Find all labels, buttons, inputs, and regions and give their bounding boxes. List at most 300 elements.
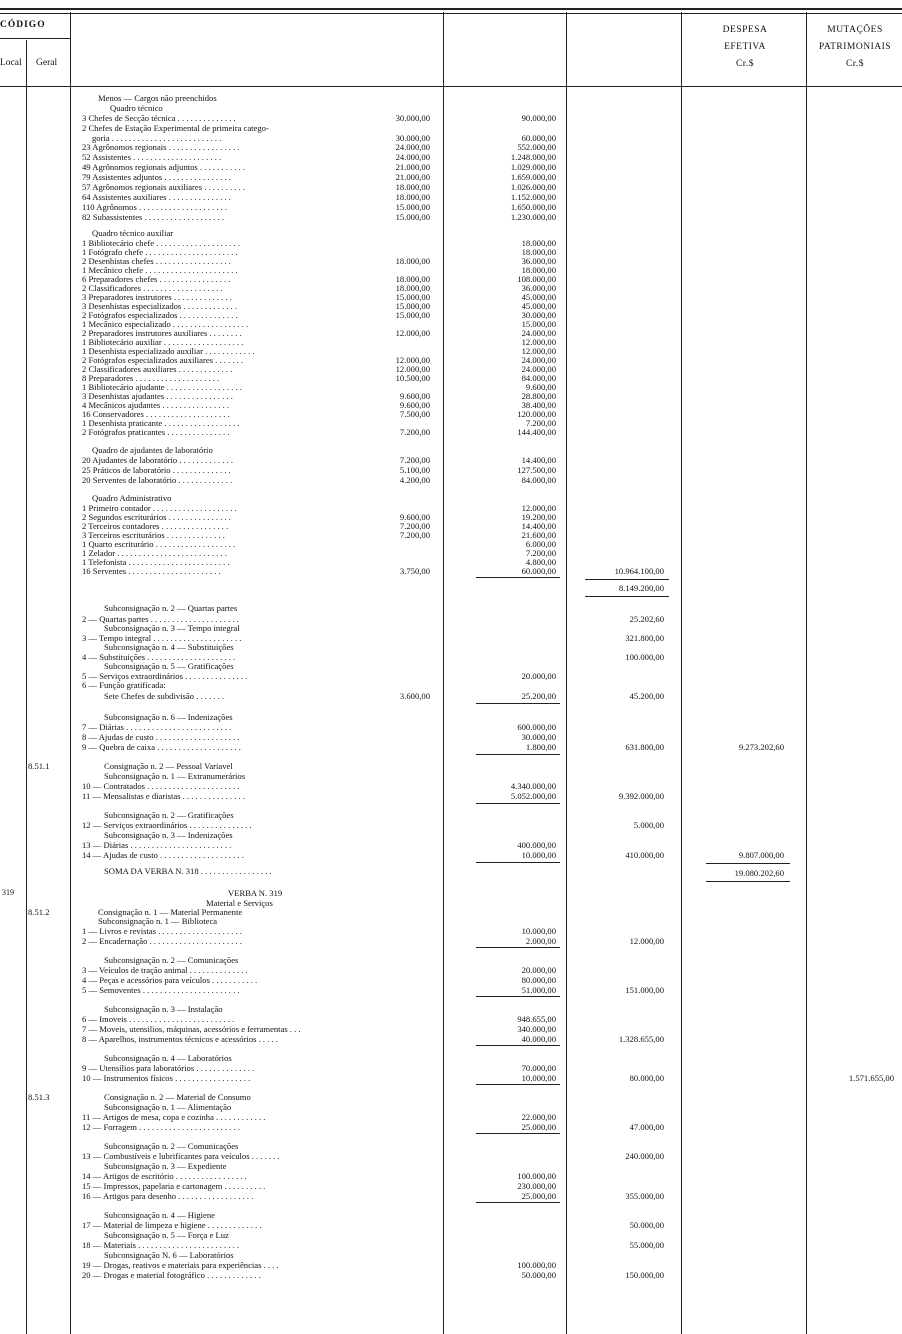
row-description: 1 Telefonista . . . . . . . . . . . . . . . . . . . . . . . . — [82, 557, 230, 567]
ledger-row — [0, 761, 902, 771]
row-description: Sete Chefes de subdivisão . . . . . . . — [104, 691, 225, 701]
ledger-row — [0, 1230, 902, 1240]
row-description: 20 Ajudantes de laboratório . . . . . . . . . . . . . — [82, 455, 234, 465]
ledger-row — [0, 781, 902, 791]
row-description: Material e Serviços — [206, 898, 273, 908]
unit-value: 9.600,00 — [399, 512, 430, 522]
ledger-row — [0, 820, 902, 830]
row-description: 1 Bibliotecário ajudante . . . . . . . . . . . . . . . . . . — [82, 382, 242, 392]
ledger-row — [0, 830, 902, 840]
row-description: Subconsignação n. 5 — Gratificações — [104, 661, 234, 671]
row-description: 2 Fotógrafos praticantes . . . . . . . . . . . . . . . — [82, 427, 230, 437]
amount-partial: 14.400,00 — [521, 521, 556, 531]
ledger-row — [0, 985, 902, 995]
amount-subtotal: 151.000,00 — [625, 985, 664, 995]
amount-partial: 45.000,00 — [521, 301, 556, 311]
row-description: 2 Segundos escriturários . . . . . . . . . . . . . . . — [82, 512, 231, 522]
unit-value: 4.200,00 — [399, 475, 430, 485]
ledger-row — [0, 603, 902, 613]
mutacoes-value: 1.571.655,00 — [848, 1073, 894, 1083]
unit-value: 24.000,00 — [395, 152, 430, 162]
row-description: 20 Serventes de laboratório . . . . . . . . . . . . . — [82, 475, 233, 485]
unit-value: 15.000,00 — [395, 212, 430, 222]
amount-partial: 340.000,00 — [517, 1024, 556, 1034]
amount-subtotal: 150.000,00 — [625, 1270, 664, 1280]
ledger-row — [0, 791, 902, 801]
row-description: 18 — Materiais . . . . . . . . . . . . . . . . . . . . . . . . — [82, 1240, 240, 1250]
unit-value: 18.000,00 — [395, 274, 430, 284]
geral-header: Geral — [36, 58, 58, 68]
ledger-row — [0, 212, 902, 222]
row-description: Subconsignação n. 5 — Força e Luz — [104, 1230, 229, 1240]
row-description: Subconsignação n. 4 — Higiene — [104, 1210, 215, 1220]
amount-partial: 10.000,00 — [521, 1073, 556, 1083]
ledger-row — [0, 1250, 902, 1260]
row-description: 13 — Diárias . . . . . . . . . . . . . . . . . . . . . . . . — [82, 840, 232, 850]
ledger-row — [0, 926, 902, 936]
ledger-row — [0, 691, 902, 701]
amount-partial: 1.659.000,00 — [510, 172, 556, 182]
row-description: 8 — Ajudas de custo . . . . . . . . . . . . . . . . . . . . — [82, 732, 240, 742]
row-description: 1 Quarto escriturário . . . . . . . . . . . . . . . . . . . — [82, 539, 236, 549]
row-description: 17 — Material de limpeza e higiene . . . . . . . . . . . . . — [82, 1220, 262, 1230]
amount-partial: 552.000,00 — [517, 142, 556, 152]
row-description: 1 Bibliotecário chefe . . . . . . . . . . . . . . . . . . . . — [82, 238, 240, 248]
amount-partial: 30.000,00 — [521, 310, 556, 320]
unit-value: 12.000,00 — [395, 355, 430, 365]
ledger-row — [0, 1220, 902, 1230]
ledger-row — [0, 228, 902, 238]
row-description: Subconsignação n. 2 — Comunicações — [104, 955, 239, 965]
row-description: Quadro de ajudantes de laboratório — [92, 445, 213, 455]
row-description: 16 Conservadores . . . . . . . . . . . . . . . . . . . . — [82, 409, 230, 419]
amount-subtotal: 9.392.000,00 — [618, 791, 664, 801]
ledger-row — [0, 1014, 902, 1024]
ledger-row — [0, 1240, 902, 1250]
row-description: 10 — Contratados . . . . . . . . . . . . . . . . . . . . . . — [82, 781, 240, 791]
row-description: 2 — Encadernação . . . . . . . . . . . . . . . . . . . . . . — [82, 936, 242, 946]
amount-subtotal: 45.200,00 — [629, 691, 664, 701]
unit-value: 9.600,00 — [399, 391, 430, 401]
row-description: Subconsignação n. 2 — Comunicações — [104, 1141, 239, 1151]
unit-value: 30.000,00 — [395, 133, 430, 143]
row-description: 11 — Artigos de mesa, copa e cozinha . . . . . . . . . . . . — [82, 1112, 266, 1122]
amount-subtotal: 410.000,00 — [625, 850, 664, 860]
row-description: goria . . . . . . . . . . . . . . . . . . . . . . . . . . — [92, 133, 222, 143]
amount-partial: 36.000,00 — [521, 283, 556, 293]
row-description: 16 — Artigos para desenho . . . . . . . . . . . . . . . . . . — [82, 1191, 254, 1201]
ledger-row — [0, 916, 902, 926]
ledger-row — [0, 1073, 902, 1083]
row-description: 1 Primeiro contador . . . . . . . . . . . . . . . . . . . . — [82, 503, 237, 513]
row-description: 3 Desenhistas ajudantes . . . . . . . . . . . . . . . . — [82, 391, 233, 401]
ledger-row — [0, 1024, 902, 1034]
row-description: 2 Preparadores instrutores auxiliares . . . . . . . . — [82, 328, 242, 338]
amount-subtotal: 25.202,60 — [629, 614, 664, 624]
ledger-row — [0, 1112, 902, 1122]
ledger-row — [0, 1270, 902, 1280]
amount-partial: 45.000,00 — [521, 292, 556, 302]
amount-partial: 15.000,00 — [521, 319, 556, 329]
amount-subtotal: 12.000,00 — [629, 936, 664, 946]
row-description: 9 — Quebra de caixa . . . . . . . . . . . . . . . . . . . . — [82, 742, 241, 752]
unit-value: 21.000,00 — [395, 162, 430, 172]
ledger-row — [0, 1102, 902, 1112]
ledger-row — [0, 475, 902, 485]
ledger-row — [0, 1141, 902, 1151]
ledger-row — [0, 93, 902, 103]
amount-partial: 38.400,00 — [521, 400, 556, 410]
amount-partial: 1.800,00 — [525, 742, 556, 752]
ledger-row — [0, 1171, 902, 1181]
row-description: 1 Bibliotecário auxiliar . . . . . . . . . . . . . . . . . . . — [82, 337, 244, 347]
unit-value: 9.600,00 — [399, 400, 430, 410]
ledger-row — [0, 732, 902, 742]
row-description: Subconsignação n. 6 — Indenizações — [104, 712, 233, 722]
amount-subtotal: 631.800,00 — [625, 742, 664, 752]
row-description: 5 — Serviços extraordinários . . . . . . . . . . . . . . . — [82, 671, 248, 681]
amount-partial: 1.152.000,00 — [510, 192, 556, 202]
row-description: Menos — Cargos não preenchidos — [98, 93, 217, 103]
amount-partial: 108.000,00 — [517, 274, 556, 284]
unit-value: 18.000,00 — [395, 283, 430, 293]
amount-partial: 25.000,00 — [521, 1191, 556, 1201]
row-description: 14 — Artigos de escritório . . . . . . . . . . . . . . . . . — [82, 1171, 247, 1181]
amount-subtotal: 355.000,00 — [625, 1191, 664, 1201]
ledger-row — [0, 493, 902, 503]
row-description: Consignação n. 1 — Material Permanente — [98, 907, 243, 917]
row-description: Subconsignação n. 3 — Tempo integral — [104, 623, 240, 633]
amount-partial: 5.052.000,00 — [510, 791, 556, 801]
row-description: 1 — Livros e revistas . . . . . . . . . . . . . . . . . . . . — [82, 926, 242, 936]
amount-partial: 400.000,00 — [517, 840, 556, 850]
row-description: 4 — Substituições . . . . . . . . . . . . . . . . . . . . . — [82, 652, 236, 662]
amount-partial: 84.000,00 — [521, 475, 556, 485]
row-description: 2 — Quartas partes . . . . . . . . . . . . . . . . . . . . . — [82, 614, 239, 624]
amount-subtotal: 100.000,00 — [625, 652, 664, 662]
amount-partial: 100.000,00 — [517, 1171, 556, 1181]
row-description: 82 Subassistentes . . . . . . . . . . . . . . . . . . . — [82, 212, 225, 222]
ledger-row — [0, 742, 902, 752]
ledger-row — [0, 142, 902, 152]
verba-code: 319 — [2, 888, 14, 897]
row-description: 4 — Peças e acessórios para veículos . . . . . . . . . . . — [82, 975, 258, 985]
row-description: Subconsignação N. 6 — Laboratórios — [104, 1250, 234, 1260]
row-description: 1 Mecânico chefe . . . . . . . . . . . . . . . . . . . . . . — [82, 265, 238, 275]
ledger-row — [0, 722, 902, 732]
row-description: 3 Chefes de Secção técnica . . . . . . . . . . . . . . — [82, 113, 236, 123]
amount-partial: 90.000,00 — [521, 113, 556, 123]
unit-value: 5.100,00 — [399, 465, 430, 475]
row-description: 79 Assistentes adjuntos . . . . . . . . . . . . . . . . — [82, 172, 231, 182]
ledger-row — [0, 661, 902, 671]
ledger-row — [0, 1053, 902, 1063]
ledger-row — [0, 172, 902, 182]
row-description: 2 Chefes de Estação Experimental de primeira catego- — [82, 123, 269, 133]
row-description: 5 — Semoventes . . . . . . . . . . . . . . . . . . . . . . . — [82, 985, 240, 995]
row-description: 3 Preparadores instrutores . . . . . . . . . . . . . . — [82, 292, 232, 302]
row-description: 57 Agrônomos regionais auxiliares . . . . . . . . . . — [82, 182, 246, 192]
amount-partial: 28.800,00 — [521, 391, 556, 401]
ledger-row — [0, 1004, 902, 1014]
amount-partial: 10.000,00 — [521, 850, 556, 860]
row-description: 110 Agrônomos . . . . . . . . . . . . . . . . . . . . . — [82, 202, 228, 212]
unit-value: 7.200,00 — [399, 455, 430, 465]
ledger-row — [0, 850, 902, 860]
amount-subtotal: 240.000,00 — [625, 1151, 664, 1161]
amount-partial: 1.026.000,00 — [510, 182, 556, 192]
unit-value: 12.000,00 — [395, 364, 430, 374]
geral-code: 8.51.1 — [28, 761, 50, 771]
row-description: 49 Agrônomos regionais adjuntos . . . . . . . . . . . — [82, 162, 246, 172]
row-description: 14 — Ajudas de custo . . . . . . . . . . . . . . . . . . . . — [82, 850, 244, 860]
amount-partial: 4.800,00 — [525, 557, 556, 567]
amount-partial: 20.000,00 — [521, 671, 556, 681]
amount-partial: 127.500,00 — [517, 465, 556, 475]
row-description: 3 Desenhistas especializados . . . . . . . . . . . . . — [82, 301, 238, 311]
row-description: 1 Mecânico especializado . . . . . . . . . . . . . . . . . . — [82, 319, 249, 329]
geral-code: 8.51.2 — [28, 907, 50, 917]
amount-partial: 2.000,00 — [525, 936, 556, 946]
amount-subtotal: 10.964.100,00 — [614, 566, 664, 576]
ledger-row — [0, 1210, 902, 1220]
amount-partial: 144.400,00 — [517, 427, 556, 437]
amount-partial: 50.000,00 — [521, 1270, 556, 1280]
amount-subtotal: 50.000,00 — [629, 1220, 664, 1230]
ledger-row — [0, 712, 902, 722]
unit-value: 3.750,00 — [399, 566, 430, 576]
row-description: 7 — Diárias . . . . . . . . . . . . . . . . . . . . . . . . . — [82, 722, 232, 732]
despesa-line-1: DESPESA — [722, 25, 768, 35]
amount-subtotal: 47.000,00 — [629, 1122, 664, 1132]
amount-partial: 7.200,00 — [525, 548, 556, 558]
ledger-row — [0, 455, 902, 465]
row-description: Quadro Administrativo — [92, 493, 172, 503]
amount-partial: 60.000,00 — [521, 566, 556, 576]
ledger-row — [0, 1034, 902, 1044]
amount-partial: 10.000,00 — [521, 926, 556, 936]
amount-partial: 14.400,00 — [521, 455, 556, 465]
ledger-row — [0, 955, 902, 965]
row-description: 64 Assistentes auxiliares . . . . . . . . . . . . . . . — [82, 192, 231, 202]
amount-partial: 12.000,00 — [521, 346, 556, 356]
unit-value: 7.200,00 — [399, 521, 430, 531]
row-description: Subconsignação n. 1 — Extranumerários — [104, 771, 246, 781]
amount-subtotal: 321.800,00 — [625, 633, 664, 643]
ledger-row — [0, 182, 902, 192]
mutacoes-line-2: PATRIMONIAIS — [818, 42, 892, 52]
amount-partial: 25.200,00 — [521, 691, 556, 701]
ledger-row — [0, 162, 902, 172]
amount-partial: 9.600,00 — [525, 382, 556, 392]
ledger-row — [0, 465, 902, 475]
despesa-line-3: Cr.$ — [735, 59, 755, 69]
ledger-row — [0, 840, 902, 850]
geral-code: 8.51.3 — [28, 1092, 50, 1102]
ledger-row — [0, 868, 902, 878]
ledger-row — [0, 427, 902, 437]
row-description: VERBA N. 319 — [228, 888, 283, 898]
unit-value: 7.500,00 — [399, 409, 430, 419]
unit-value: 18.000,00 — [395, 256, 430, 266]
unit-value: 15.000,00 — [395, 310, 430, 320]
amount-partial: 36.000,00 — [521, 256, 556, 266]
row-description: 2 Classificadores auxiliares . . . . . . . . . . . . . — [82, 364, 233, 374]
row-description: Quadro técnico — [110, 103, 163, 113]
unit-value: 30.000,00 — [395, 113, 430, 123]
ledger-row — [0, 888, 902, 898]
amount-partial: 25.000,00 — [521, 1122, 556, 1132]
ledger-row — [0, 1161, 902, 1171]
unit-value: 18.000,00 — [395, 182, 430, 192]
ledger-row — [0, 1260, 902, 1270]
ledger-row — [0, 202, 902, 212]
row-description: 8 Preparadores . . . . . . . . . . . . . . . . . . . . — [82, 373, 220, 383]
row-description: 2 Fotógrafos especializados auxiliares . . . . . . . — [82, 355, 244, 365]
unit-value: 3.600,00 — [399, 691, 430, 701]
row-description: 2 Classificadores . . . . . . . . . . . . . . . . . . . — [82, 283, 223, 293]
ledger-row — [0, 1151, 902, 1161]
row-description: 11 — Mensalistas e diaristas . . . . . . . . . . . . . . . — [82, 791, 245, 801]
ledger-row — [0, 583, 902, 593]
despesa-line-2: EFETIVA — [724, 42, 766, 52]
mutacoes-line-1: MUTAÇÕES — [827, 25, 883, 35]
amount-partial: 18.000,00 — [521, 247, 556, 257]
amount-partial: 84.000,00 — [521, 373, 556, 383]
amount-partial: 4.340.000,00 — [510, 781, 556, 791]
row-description: 3 — Veículos de tração animal . . . . . . . . . . . . . . — [82, 965, 248, 975]
amount-partial: 24.000,00 — [521, 364, 556, 374]
ledger-row — [0, 1122, 902, 1132]
row-description: 23 Agrônomos regionais . . . . . . . . . . . . . . . . . — [82, 142, 240, 152]
amount-partial: 40.000,00 — [521, 1034, 556, 1044]
amount-partial: 100.000,00 — [517, 1260, 556, 1270]
row-description: Subconsignação n. 3 — Expediente — [104, 1161, 227, 1171]
row-description: Subconsignação n. 1 — Alimentação — [104, 1102, 232, 1112]
amount-partial: 20.000,00 — [521, 965, 556, 975]
amount-partial: 1.029.000,00 — [510, 162, 556, 172]
row-description: 6 — Imoveis . . . . . . . . . . . . . . . . . . . . . . . . . — [82, 1014, 235, 1024]
row-description: 25 Práticos de laboratório . . . . . . . . . . . . . . — [82, 465, 231, 475]
ledger-row — [0, 1092, 902, 1102]
ledger-row — [0, 123, 902, 133]
ledger-row — [0, 1191, 902, 1201]
amount-partial: 120.000,00 — [517, 409, 556, 419]
amount-partial: 51.000,00 — [521, 985, 556, 995]
amount-subtotal: 5.000,00 — [633, 820, 664, 830]
row-description: 3 — Tempo integral . . . . . . . . . . . . . . . . . . . . . — [82, 633, 242, 643]
row-description: 13 — Combustíveis e lubrificantes para veículos . . . . . . . — [82, 1151, 280, 1161]
amount-subtotal: 1.328.655,00 — [618, 1034, 664, 1044]
ledger-row — [0, 810, 902, 820]
row-description: 8 — Aparelhos, instrumentos técnicos e acessórios . . . . . — [82, 1034, 278, 1044]
amount-partial: 22.000,00 — [521, 1112, 556, 1122]
amount-partial: 7.200,00 — [525, 418, 556, 428]
amount-partial: 18.000,00 — [521, 238, 556, 248]
amount-partial: 19.200,00 — [521, 512, 556, 522]
ledger-row — [0, 623, 902, 633]
row-description: 1 Fotógrafo chefe . . . . . . . . . . . . . . . . . . . . . . — [82, 247, 238, 257]
amount-subtotal: 55.000,00 — [629, 1240, 664, 1250]
amount-partial: 24.000,00 — [521, 355, 556, 365]
ledger-row — [0, 192, 902, 202]
row-description: 4 Mecânicos ajudantes . . . . . . . . . . . . . . . . — [82, 400, 230, 410]
row-description: Consignação n. 2 — Material de Consumo — [104, 1092, 251, 1102]
ledger-row — [0, 1063, 902, 1073]
ledger-row — [0, 965, 902, 975]
unit-value: 24.000,00 — [395, 142, 430, 152]
row-description: Subconsignação n. 3 — Instalação — [104, 1004, 223, 1014]
row-description: Consignação n. 2 — Pessoal Variavel — [104, 761, 233, 771]
amount-partial: 1.650.000,00 — [510, 202, 556, 212]
ledger-row — [0, 152, 902, 162]
unit-value: 15.000,00 — [395, 202, 430, 212]
row-description: 20 — Drogas e material fotográfico . . . . . . . . . . . . . — [82, 1270, 261, 1280]
unit-value: 18.000,00 — [395, 192, 430, 202]
amount-partial: 1.248.000,00 — [510, 152, 556, 162]
amount-partial: 60.000,00 — [521, 133, 556, 143]
unit-value: 7.200,00 — [399, 427, 430, 437]
row-description: 6 Preparadores chefes . . . . . . . . . . . . . . . . . — [82, 274, 231, 284]
amount-partial: 12.000,00 — [521, 503, 556, 513]
ledger-row — [0, 113, 902, 123]
unit-value: 15.000,00 — [395, 301, 430, 311]
amount-subtotal: 8.149.200,00 — [618, 583, 664, 593]
row-description: 1 Desenhista especializado auxiliar . . . . . . . . . . . . — [82, 346, 255, 356]
amount-partial: 24.000,00 — [521, 328, 556, 338]
row-description: Subconsignação n. 4 — Laboratórios — [104, 1053, 232, 1063]
row-description: Subconsignação n. 4 — Substituições — [104, 642, 234, 652]
ledger-row — [0, 936, 902, 946]
row-description: Subconsignação n. 2 — Quartas partes — [104, 603, 238, 613]
ledger-row — [0, 771, 902, 781]
row-description: SOMA DA VERBA N. 318 . . . . . . . . . . . . . . . . . — [104, 866, 272, 876]
row-description: 10 — Instrumentos físicos . . . . . . . . . . . . . . . . . . — [82, 1073, 251, 1083]
row-description: Quadro técnico auxiliar — [92, 228, 174, 238]
row-description: 2 Fotógrafos especializados . . . . . . . . . . . . . . — [82, 310, 238, 320]
row-description: 6 — Função gratificada: — [82, 680, 166, 690]
row-description: 12 — Forragem . . . . . . . . . . . . . . . . . . . . . . . . — [82, 1122, 241, 1132]
amount-partial: 600.000,00 — [517, 722, 556, 732]
row-description: 2 Desenhistas chefes . . . . . . . . . . . . . . . . . . — [82, 256, 231, 266]
row-description: 1 Zelador . . . . . . . . . . . . . . . . . . . . . . . . . . — [82, 548, 227, 558]
unit-value: 12.000,00 — [395, 328, 430, 338]
despesa-efetiva-value: 9.807.000,00 — [738, 850, 784, 860]
row-description: 3 Terceiros escriturários . . . . . . . . . . . . . . — [82, 530, 225, 540]
amount-partial: 30.000,00 — [521, 732, 556, 742]
amount-partial: 1.230.000,00 — [510, 212, 556, 222]
row-description: Subconsignação n. 1 — Biblioteca — [98, 916, 218, 926]
amount-partial: 70.000,00 — [521, 1063, 556, 1073]
row-description: 9 — Utensílios para laboratórios . . . . . . . . . . . . . . — [82, 1063, 255, 1073]
despesa-efetiva-value: 9.273.202,60 — [738, 742, 784, 752]
amount-subtotal: 80.000,00 — [629, 1073, 664, 1083]
mutacoes-line-3: Cr.$ — [845, 59, 865, 69]
local-header: Local — [0, 58, 22, 68]
amount-partial: 18.000,00 — [521, 265, 556, 275]
amount-partial: 12.000,00 — [521, 337, 556, 347]
unit-value: 10.500,00 — [395, 373, 430, 383]
amount-partial: 80.000,00 — [521, 975, 556, 985]
ledger-row — [0, 445, 902, 455]
despesa-efetiva-value: 19.080.202,60 — [734, 868, 784, 878]
row-description: 16 Serventes . . . . . . . . . . . . . . . . . . . . . . — [82, 566, 221, 576]
amount-partial: 948.655,00 — [517, 1014, 556, 1024]
ledger-row — [0, 975, 902, 985]
unit-value: 15.000,00 — [395, 292, 430, 302]
ledger-row — [0, 103, 902, 113]
ledger-row — [0, 680, 902, 690]
